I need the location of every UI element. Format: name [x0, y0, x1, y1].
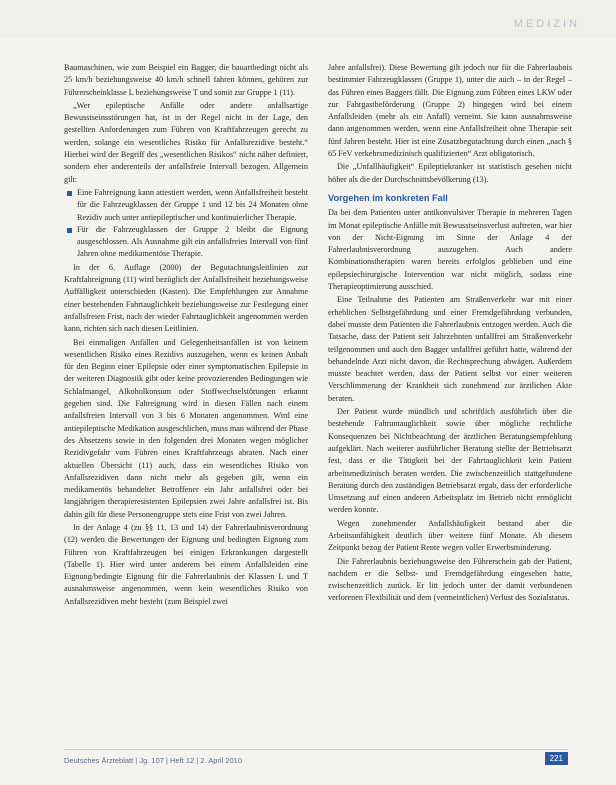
bullet-list — [64, 187, 308, 261]
footer-divider — [64, 749, 568, 750]
paragraph: Die Fahrerlaubnis beziehungsweise den Führerschein gab der Patient, nachdem er die Selbst- und Fremdgefährdung eingesehen hatte, zwischenzeitlich zurück. Er litt jedoch unter der damit verbundenen verlorenen Flexibilität und dem (vermeintlichen) Verlust des Sozialstatus. — [328, 556, 572, 603]
page-number: 221 — [545, 752, 568, 765]
list-item: Für die Fahrzeugklassen der Gruppe 2 bleibt die Eignung ausgeschlossen. Als Ausnahme gilt ein anfallsfreies Intervall von fünf Jahren ohne medikamentöse Therapie. — [64, 224, 308, 261]
paragraph: „Wer epileptische Anfälle oder andere anfallsartige Bewusstseinsstörungen hat, ist in der Regel nicht in der Lage, den gestellten Anforderungen zum Führen von Kraftfahrzeugen gerecht zu werden, solange ein wesentliches Risiko für Anfallsrezidive besteht.“ Hierbei wird der Begriff des „wesentlichen Risikos“ nicht näher definiert, sondern eher anderenteils der anfallsfreie Intervall bezogen. Allgemein gilt: — [64, 100, 308, 184]
section-label: MEDIZIN — [513, 18, 580, 30]
paragraph: Jahre anfallsfrei). Diese Bewertung gilt jedoch nur für die Fahrerlaubnis bestimmter Fahrzeugklassen (Gruppe 1), unter die auch – in der Regel – das Führen eines Baggers fällt. Die Eignung zum Führen eines LKW oder zur Fahrgastbeförderung (Gruppe 2) hingegen wird bei einem Anfallsleiden (mehr als ein Anfall) verneint. Sie kann ausnahmsweise dann angenommen werden, wenn eine Anfallsfreiheit ohne Therapie seit fünf Jahren besteht. Hier ist eine Zusatzbegutachtung durch einen „nach § 65 FeV verkehrsmedizinisch qualifizierten“ Arzt obligatorisch. — [328, 63, 572, 159]
right-column — [328, 62, 572, 606]
paragraph: Eine Teilnahme des Patienten am Straßenverkehr war mit einer erheblichen Selbstgefährdung und einer Fremdgefährdung verbunden, dabei musste dem Patienten die Fahrerlaubnis entzogen werden. Auch die Tatsache, dass der Patient seit Jahrzehnten unfallfrei am Straßenverkehr teilgenommen und auch den Bagger unfallfrei geführt hatte, während der behandelnde Arzt nicht davon, die Rechtsprechung abwägen. Außerdem musste beachtet werden, dass der Patient selbst vor einer weiteren Verschlimmerung der Krankheit sich zunehmend zur ärztlichen Akte beraten. — [328, 295, 572, 403]
left-column — [64, 62, 308, 609]
paragraph: Die „Unfallhäufigkeit“ Epileptiekranker ist statistisch gesehen nicht höher als die der Durchschnittsbevölkerung (13). — [328, 162, 572, 184]
paragraph: Bei einmaligen Anfällen und Gelegenheitsanfällen ist von keinem wesentlichen Risiko eines Rezidivs auszugehen, wenn es keinen Anhalt für den Beginn einer Epilepsie oder einer symptomatischen Epilepsie in der weiteren Diagnostik gibt oder keine provozierenden Bedingungen wie Schlafmangel, Alkoholkonsum oder Stoffwechselstörungen erkannt gegeben sind. Die Fahreignung wird in diesen Fällen nach einem anfallsfreien Intervall von 3 bis 6 Monaten angenommen. Wird eine antiepileptische Medikation ausgeschlichen, muss man während der Phase des Absetzens sowie in den folgenden drei Monaten wegen möglicher Rezidivgefahr vom Führen eines Kraftfahrzeugs abraten. Nach einer aktuellen Übersicht (11) auch, dass ein wesentliches Risiko von Anfallsrezidiven dann nicht mehr als gegeben gilt, wenn ein medikamentös behandelter Betroffener ein Jahr anfallsfrei oder bei langjährigen therapieresistenten Epilepsien zwei Jahre anfallsfrei ist. Bis dahin gilt für diese Personengruppe stets eine Frist von zwei Jahren. — [64, 337, 308, 519]
paragraph: Der Patient wurde mündlich und schriftlich ausführlich über die bestehende Fahruntauglichkeit sowie über mögliche rechtliche Konsequenzen bei Nichtbeachtung der ärztlichen Beratungsempfehlung aufgeklärt. Nach weiterer ausführlicher Beratung stellte der Betriebsarzt fest, dass er die Tätigkeit bei der Fahrtauglichkeit kein Patient arbeitsmedizinisch beraten werden. Die zwischenzeitlich stattgefundene Beratung durch den zuständigen Betriebsarzt ergab, dass der erforderliche Umsetzung auf einen anderen Arbeitsplatz im Betrieb nicht ermöglicht werden konnte. — [328, 407, 572, 515]
paragraph: Wegen zunehmender Anfallshäufigkeit bestand aber die Arbeitsunfähigkeit deutlich über weitere fünf Monate. Ab diesem Zeitpunkt bezog der Patient Rente wegen voller Erwerbsminderung. — [328, 518, 572, 553]
paragraph: Baumaschinen, wie zum Beispiel ein Bagger, die bauartbedingt nicht als 25 km/h beziehungsweise 40 km/h schnell fahren können, gehören zur Führerscheinklasse L beziehungsweise T und somit zur Gruppe 1 (11). — [64, 63, 308, 97]
paragraph: Da bei dem Patienten unter antikonvulsiver Therapie in mehreren Tagen im Monat epileptische Anfälle mit Bewusstseinsverlust auftreten, war hier von der Nicht-Eignung im Sinne der Anlage 4 der Fahrerlaubnisverordnung auszugehen. Auch andere Kombinationstherapien waren bereits erfolglos geblieben und eine epilepsiechirurgische Intervention war nicht möglich, sodass eine Therapieoptimierung ausschied. — [328, 208, 572, 292]
paragraph: In der Anlage 4 (zu §§ 11, 13 und 14) der Fahrerlaubnisverordnung (12) werden die Bewertungen der Eignung und bedingten Eignung zum Führen von Kraftfahrzeugen bei einigen Erkrankungen dargestellt (Tabelle 1). Hier wird unter anderem bei einem Anfallsleiden eine Eignung/bedingte Eignung für die Fahrerlaubnis der Klassen L und T ausnahmsweise angenommen, wenn kein wesentliches Risiko von Anfallsrezidiven mehr besteht (zum Beispiel zwei — [64, 522, 308, 606]
journal-citation: Deutsches Ärzteblatt | Jg. 107 | Heft 12 | 2. April 2010 — [64, 756, 243, 765]
section-heading: Vorgehen im konkreten Fall — [328, 192, 448, 203]
paragraph: In der 6. Auflage (2000) der Begutachtungsleitlinien zur Kraftfahreignung (11) wird bezüglich der Anfallsfreiheit beziehungsweise Auffälligkeit unterschieden (Kasten). Die Empfehlungen zur Annahme einer bestehenden Fahrtauglichkeit beziehungsweise zur Festlegung einer anfallsfreien Frist, nach der wieder Fahrtauglichkeit angenommen werden kann, richten sich nach diesen Leitlinien. — [64, 262, 308, 334]
list-item: Eine Fahreignung kann attestiert werden, wenn Anfallsfreiheit besteht für die Fahrzeugklassen der Gruppe 1 und 12 bis 24 Monaten ohne Rezidiv auch unter antiepileptischer und kontinuierlicher Therapie. — [64, 187, 308, 224]
